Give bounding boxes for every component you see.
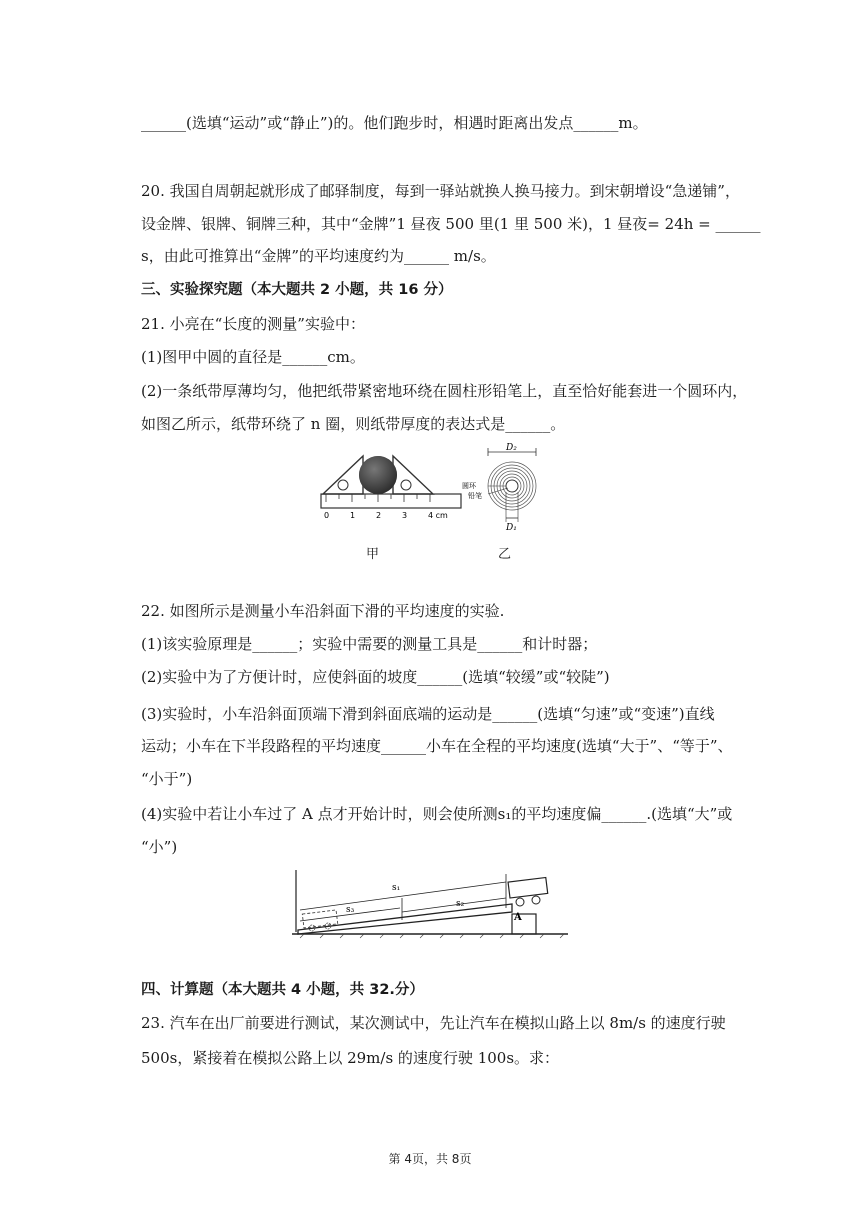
page-footer: 第 4页，共 8页 bbox=[388, 1152, 472, 1166]
question-20: 20. 我国自周朝起就形成了邮驿制度，每到一驿站就换人换马接力。到宋朝增设“急递铺”， bbox=[141, 182, 740, 200]
ruler-tick-label: 4 cm bbox=[428, 511, 448, 520]
s3-label: s₃ bbox=[346, 905, 355, 915]
text-line: (3)实验时，小车沿斜面顶端下滑到斜面底端的运动是______(选填“匀速”或“变速”)直线 bbox=[141, 705, 715, 723]
ruler-tick-label: 1 bbox=[350, 511, 356, 520]
text-line: 500s，紧接着在模拟公路上以 29m/s 的速度行驶 100s。求： bbox=[141, 1049, 560, 1067]
incline-cart-figure bbox=[290, 868, 570, 940]
section-heading-calculation: 四、计算题（本大题共 4 小题，共 32.分） bbox=[141, 982, 424, 998]
s2-label: s₂ bbox=[456, 899, 465, 909]
figure-caption-yi: 乙 bbox=[498, 547, 512, 562]
section-heading-experiment: 三、实验探究题（本大题共 2 小题，共 16 分） bbox=[141, 282, 453, 298]
d2-label: D₂ bbox=[506, 443, 517, 453]
figure-caption-jia: 甲 bbox=[366, 547, 380, 562]
question-23: 23. 汽车在出厂前要进行测试，某次测试中，先让汽车在模拟山路上以 8m/s 的速度行驶 bbox=[141, 1014, 726, 1032]
text-line: 设金牌、银牌、铜牌三种，其中“金牌”1 昼夜 500 里(1 里 500 米)，1 昼夜= 24h = ______ bbox=[141, 215, 761, 233]
text-line: ______(选填“运动”或“静止”)的。他们跑步时，相遇时距离出发点______m。 bbox=[141, 114, 648, 132]
ruler-tick-label: 0 bbox=[324, 511, 330, 520]
rolled-tape-figure bbox=[462, 442, 552, 534]
text-line: (1)图甲中圆的直径是______cm。 bbox=[141, 348, 365, 366]
d1-label: D₁ bbox=[506, 523, 517, 533]
text-line: (4)实验中若让小车过了 A 点才开始计时，则会使所测s₁的平均速度偏______.(选填“大”或 bbox=[141, 805, 733, 823]
text-line: (2)一条纸带厚薄均匀，他把纸带紧密地环绕在圆柱形铅笔上，直至恰好能套进一个圆环内， bbox=[141, 382, 748, 400]
s1-label: s₁ bbox=[392, 883, 401, 893]
question-22: 22. 如图所示是测量小车沿斜面下滑的平均速度的实验. bbox=[141, 602, 505, 620]
text-line: (1)该实验原理是______；实验中需要的测量工具是______和计时器； bbox=[141, 635, 598, 653]
text-line: (2)实验中为了方便计时，应使斜面的坡度______(选填“较缓”或“较陡”) bbox=[141, 668, 610, 686]
question-21: 21. 小亮在“长度的测量”实验中： bbox=[141, 315, 365, 333]
point-a-label: A bbox=[514, 912, 522, 923]
ruler-tick-label: 3 bbox=[402, 511, 408, 520]
text-line: s，由此可推算出“金牌”的平均速度约为______ m/s。 bbox=[141, 247, 496, 265]
text-line: “小”) bbox=[141, 838, 178, 856]
ruler-tick-label: 2 bbox=[376, 511, 382, 520]
pencil-label: 铅笔 bbox=[468, 492, 482, 500]
text-line: 运动；小车在下半段路程的平均速度______小车在全程的平均速度(选填“大于”、“等于”、 bbox=[141, 737, 733, 755]
text-line: 如图乙所示，纸带环绕了 n 圈，则纸带厚度的表达式是______。 bbox=[141, 415, 566, 433]
text-line: “小于”) bbox=[141, 770, 193, 788]
ring-label: 圆环 bbox=[462, 482, 476, 490]
ruler-circle-figure bbox=[318, 452, 468, 527]
